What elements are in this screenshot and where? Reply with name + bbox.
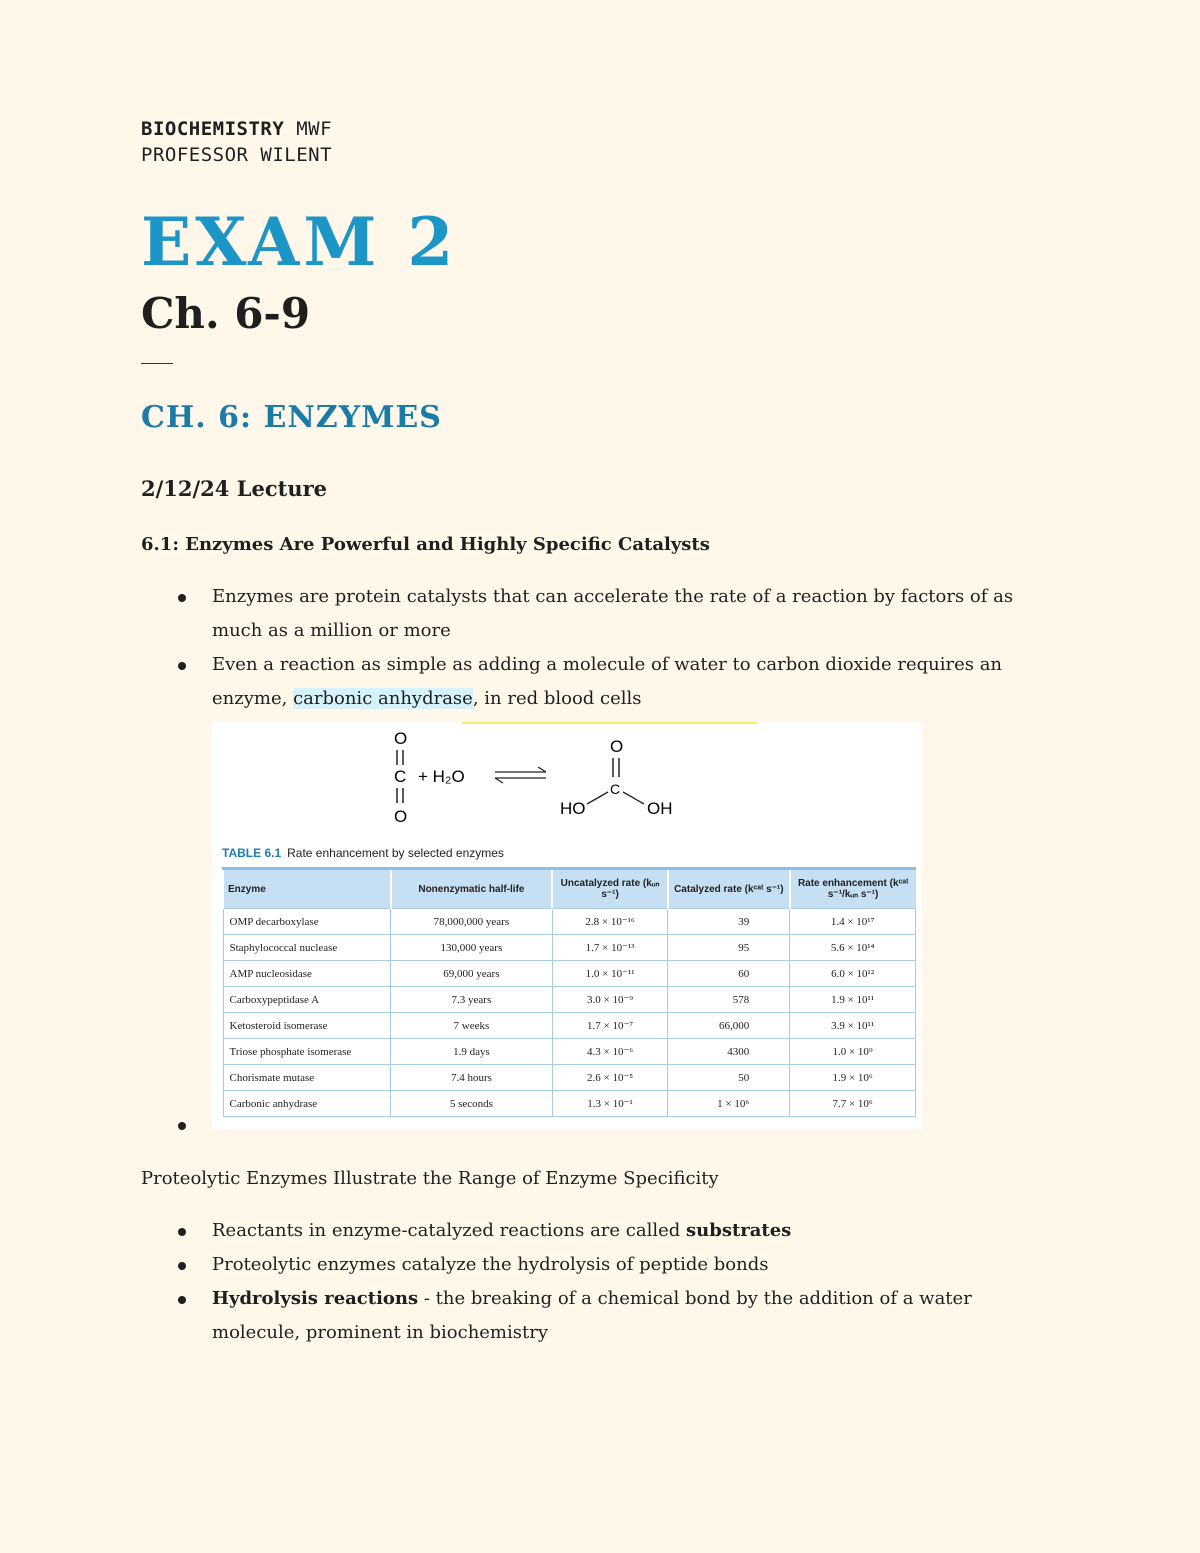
subsection-heading: Proteolytic Enzymes Illustrate the Range of Enzyme Specificity	[141, 1168, 719, 1189]
chapter-heading: CH. 6: ENZYMES	[141, 400, 442, 435]
list-item-text: Proteolytic enzymes catalyze the hydrolysis of peptide bonds	[212, 1254, 769, 1275]
rate-enhancement-table	[222, 867, 916, 1117]
table-header-row	[223, 869, 916, 909]
table-caption	[222, 846, 504, 860]
table-row	[223, 1091, 916, 1117]
rate-enhancement-cell: 6.0 × 10¹²	[790, 961, 916, 987]
column-header: Rate enhancement (kᶜᵃᵗ s⁻¹/kᵤₙ s⁻¹)	[790, 869, 916, 909]
bullet-icon	[178, 662, 186, 670]
catalyzed-rate-cell: 39	[668, 909, 790, 935]
rate-enhancement-cell: 1.9 × 10⁶	[790, 1065, 916, 1091]
course-schedule: MWF	[284, 118, 333, 140]
table-row	[223, 935, 916, 961]
lecture-date: 2/12/24 Lecture	[141, 476, 328, 501]
column-header: Nonenzymatic half-life	[391, 869, 553, 909]
table-label: TABLE 6.1	[222, 846, 282, 860]
enzyme-cell: Chorismate mutase	[223, 1065, 391, 1091]
uncatalyzed-rate-cell: 1.3 × 10⁻¹	[552, 1091, 668, 1117]
half-life-cell: 1.9 days	[391, 1039, 553, 1065]
column-header: Enzyme	[223, 869, 391, 909]
table-row	[223, 909, 916, 935]
course-name: BIOCHEMISTRY	[141, 118, 285, 140]
rate-enhancement-figure	[212, 722, 922, 1129]
equilibrium-arrow-icon	[495, 767, 546, 783]
catalyzed-rate-cell: 1 × 10⁶	[668, 1091, 790, 1117]
enzyme-cell: Carbonic anhydrase	[223, 1091, 391, 1117]
bold-term: Hydrolysis reactions	[212, 1288, 419, 1309]
co2-oxygen-top: O	[394, 729, 408, 748]
carbonic-acid-carbon: C	[610, 781, 621, 797]
list-item-text: - the breaking of a chemical bond by the addition of a water molecule, prominent in biochemistry	[212, 1288, 972, 1343]
half-life-cell: 78,000,000 years	[391, 909, 553, 935]
co2-oxygen-bottom: O	[394, 807, 408, 826]
list-item-text: Even a reaction as simple as adding a molecule of water to carbon dioxide requires an enzyme,	[212, 654, 1003, 709]
catalyzed-rate-cell: 60	[668, 961, 790, 987]
half-life-cell: 69,000 years	[391, 961, 553, 987]
co2-carbon: C	[394, 767, 407, 786]
bullet-list-enzymes	[141, 580, 1061, 716]
carbonic-acid-oxygen: O	[610, 737, 624, 756]
reaction-diagram	[212, 722, 922, 842]
enzyme-cell: Ketosteroid isomerase	[223, 1013, 391, 1039]
bullet-icon	[178, 1262, 186, 1270]
half-life-cell: 7.3 years	[391, 987, 553, 1013]
hydroxyl-right: OH	[647, 799, 673, 818]
hydroxyl-left: HO	[560, 799, 586, 818]
half-life-cell: 130,000 years	[391, 935, 553, 961]
table-row	[223, 1065, 916, 1091]
list-item	[141, 648, 1061, 716]
divider-rule	[141, 363, 173, 364]
bold-term: substrates	[686, 1220, 792, 1241]
list-item-text: Reactants in enzyme-catalyzed reactions are called	[212, 1220, 687, 1241]
rate-enhancement-cell: 1.4 × 10¹⁷	[790, 909, 916, 935]
list-item	[141, 1214, 1061, 1248]
catalyzed-rate-cell: 50	[668, 1065, 790, 1091]
table-caption-text: Rate enhancement by selected enzymes	[287, 846, 504, 860]
catalyzed-rate-cell: 95	[668, 935, 790, 961]
catalyzed-rate-cell: 4300	[668, 1039, 790, 1065]
rate-enhancement-cell: 7.7 × 10⁶	[790, 1091, 916, 1117]
rate-enhancement-cell: 1.0 × 10⁹	[790, 1039, 916, 1065]
uncatalyzed-rate-cell: 2.8 × 10⁻¹⁶	[552, 909, 668, 935]
rate-enhancement-cell: 1.9 × 10¹¹	[790, 987, 916, 1013]
bullet-list-proteolytic	[141, 1214, 1061, 1350]
course-header	[141, 116, 332, 168]
list-item	[141, 1248, 1061, 1282]
uncatalyzed-rate-cell: 1.0 × 10⁻¹¹	[552, 961, 668, 987]
list-item-text: , in red blood cells	[472, 688, 642, 709]
exam-title: EXAM 2	[141, 203, 458, 281]
table-row	[223, 987, 916, 1013]
water-reactant: + H₂O	[418, 767, 465, 786]
enzyme-cell: Carboxypeptidase A	[223, 987, 391, 1013]
highlighted-term: carbonic anhydrase	[293, 688, 473, 709]
catalyzed-rate-cell: 66,000	[668, 1013, 790, 1039]
uncatalyzed-rate-cell: 4.3 × 10⁻⁶	[552, 1039, 668, 1065]
enzyme-cell: Staphylococcal nuclease	[223, 935, 391, 961]
list-item	[141, 580, 1061, 648]
rate-enhancement-cell: 3.9 × 10¹¹	[790, 1013, 916, 1039]
catalyzed-rate-cell: 578	[668, 987, 790, 1013]
bullet-icon	[178, 1122, 186, 1130]
column-header: Uncatalyzed rate (kᵤₙ s⁻¹)	[552, 869, 668, 909]
half-life-cell: 5 seconds	[391, 1091, 553, 1117]
bullet-icon	[178, 1228, 186, 1236]
professor-line: PROFESSOR WILENT	[141, 144, 333, 166]
bullet-icon	[178, 594, 186, 602]
uncatalyzed-rate-cell: 2.6 × 10⁻⁵	[552, 1065, 668, 1091]
uncatalyzed-rate-cell: 1.7 × 10⁻¹³	[552, 935, 668, 961]
section-heading: 6.1: Enzymes Are Powerful and Highly Specific Catalysts	[141, 534, 710, 555]
table-row	[223, 1013, 916, 1039]
enzyme-cell: AMP nucleosidase	[223, 961, 391, 987]
rate-enhancement-cell: 5.6 × 10¹⁴	[790, 935, 916, 961]
bullet-icon	[178, 1296, 186, 1304]
enzyme-cell: Triose phosphate isomerase	[223, 1039, 391, 1065]
uncatalyzed-rate-cell: 1.7 × 10⁻⁷	[552, 1013, 668, 1039]
table-row	[223, 961, 916, 987]
course-line	[141, 116, 332, 142]
list-item	[141, 1282, 1061, 1350]
chapters-subtitle: Ch. 6-9	[141, 289, 311, 338]
table-row	[223, 1039, 916, 1065]
list-item-text: Enzymes are protein catalysts that can accelerate the rate of a reaction by factors of as much as a million or more	[212, 586, 1014, 641]
enzyme-cell: OMP decarboxylase	[223, 909, 391, 935]
half-life-cell: 7 weeks	[391, 1013, 553, 1039]
uncatalyzed-rate-cell: 3.0 × 10⁻⁹	[552, 987, 668, 1013]
column-header: Catalyzed rate (kᶜᵃᵗ s⁻¹)	[668, 869, 790, 909]
half-life-cell: 7.4 hours	[391, 1065, 553, 1091]
